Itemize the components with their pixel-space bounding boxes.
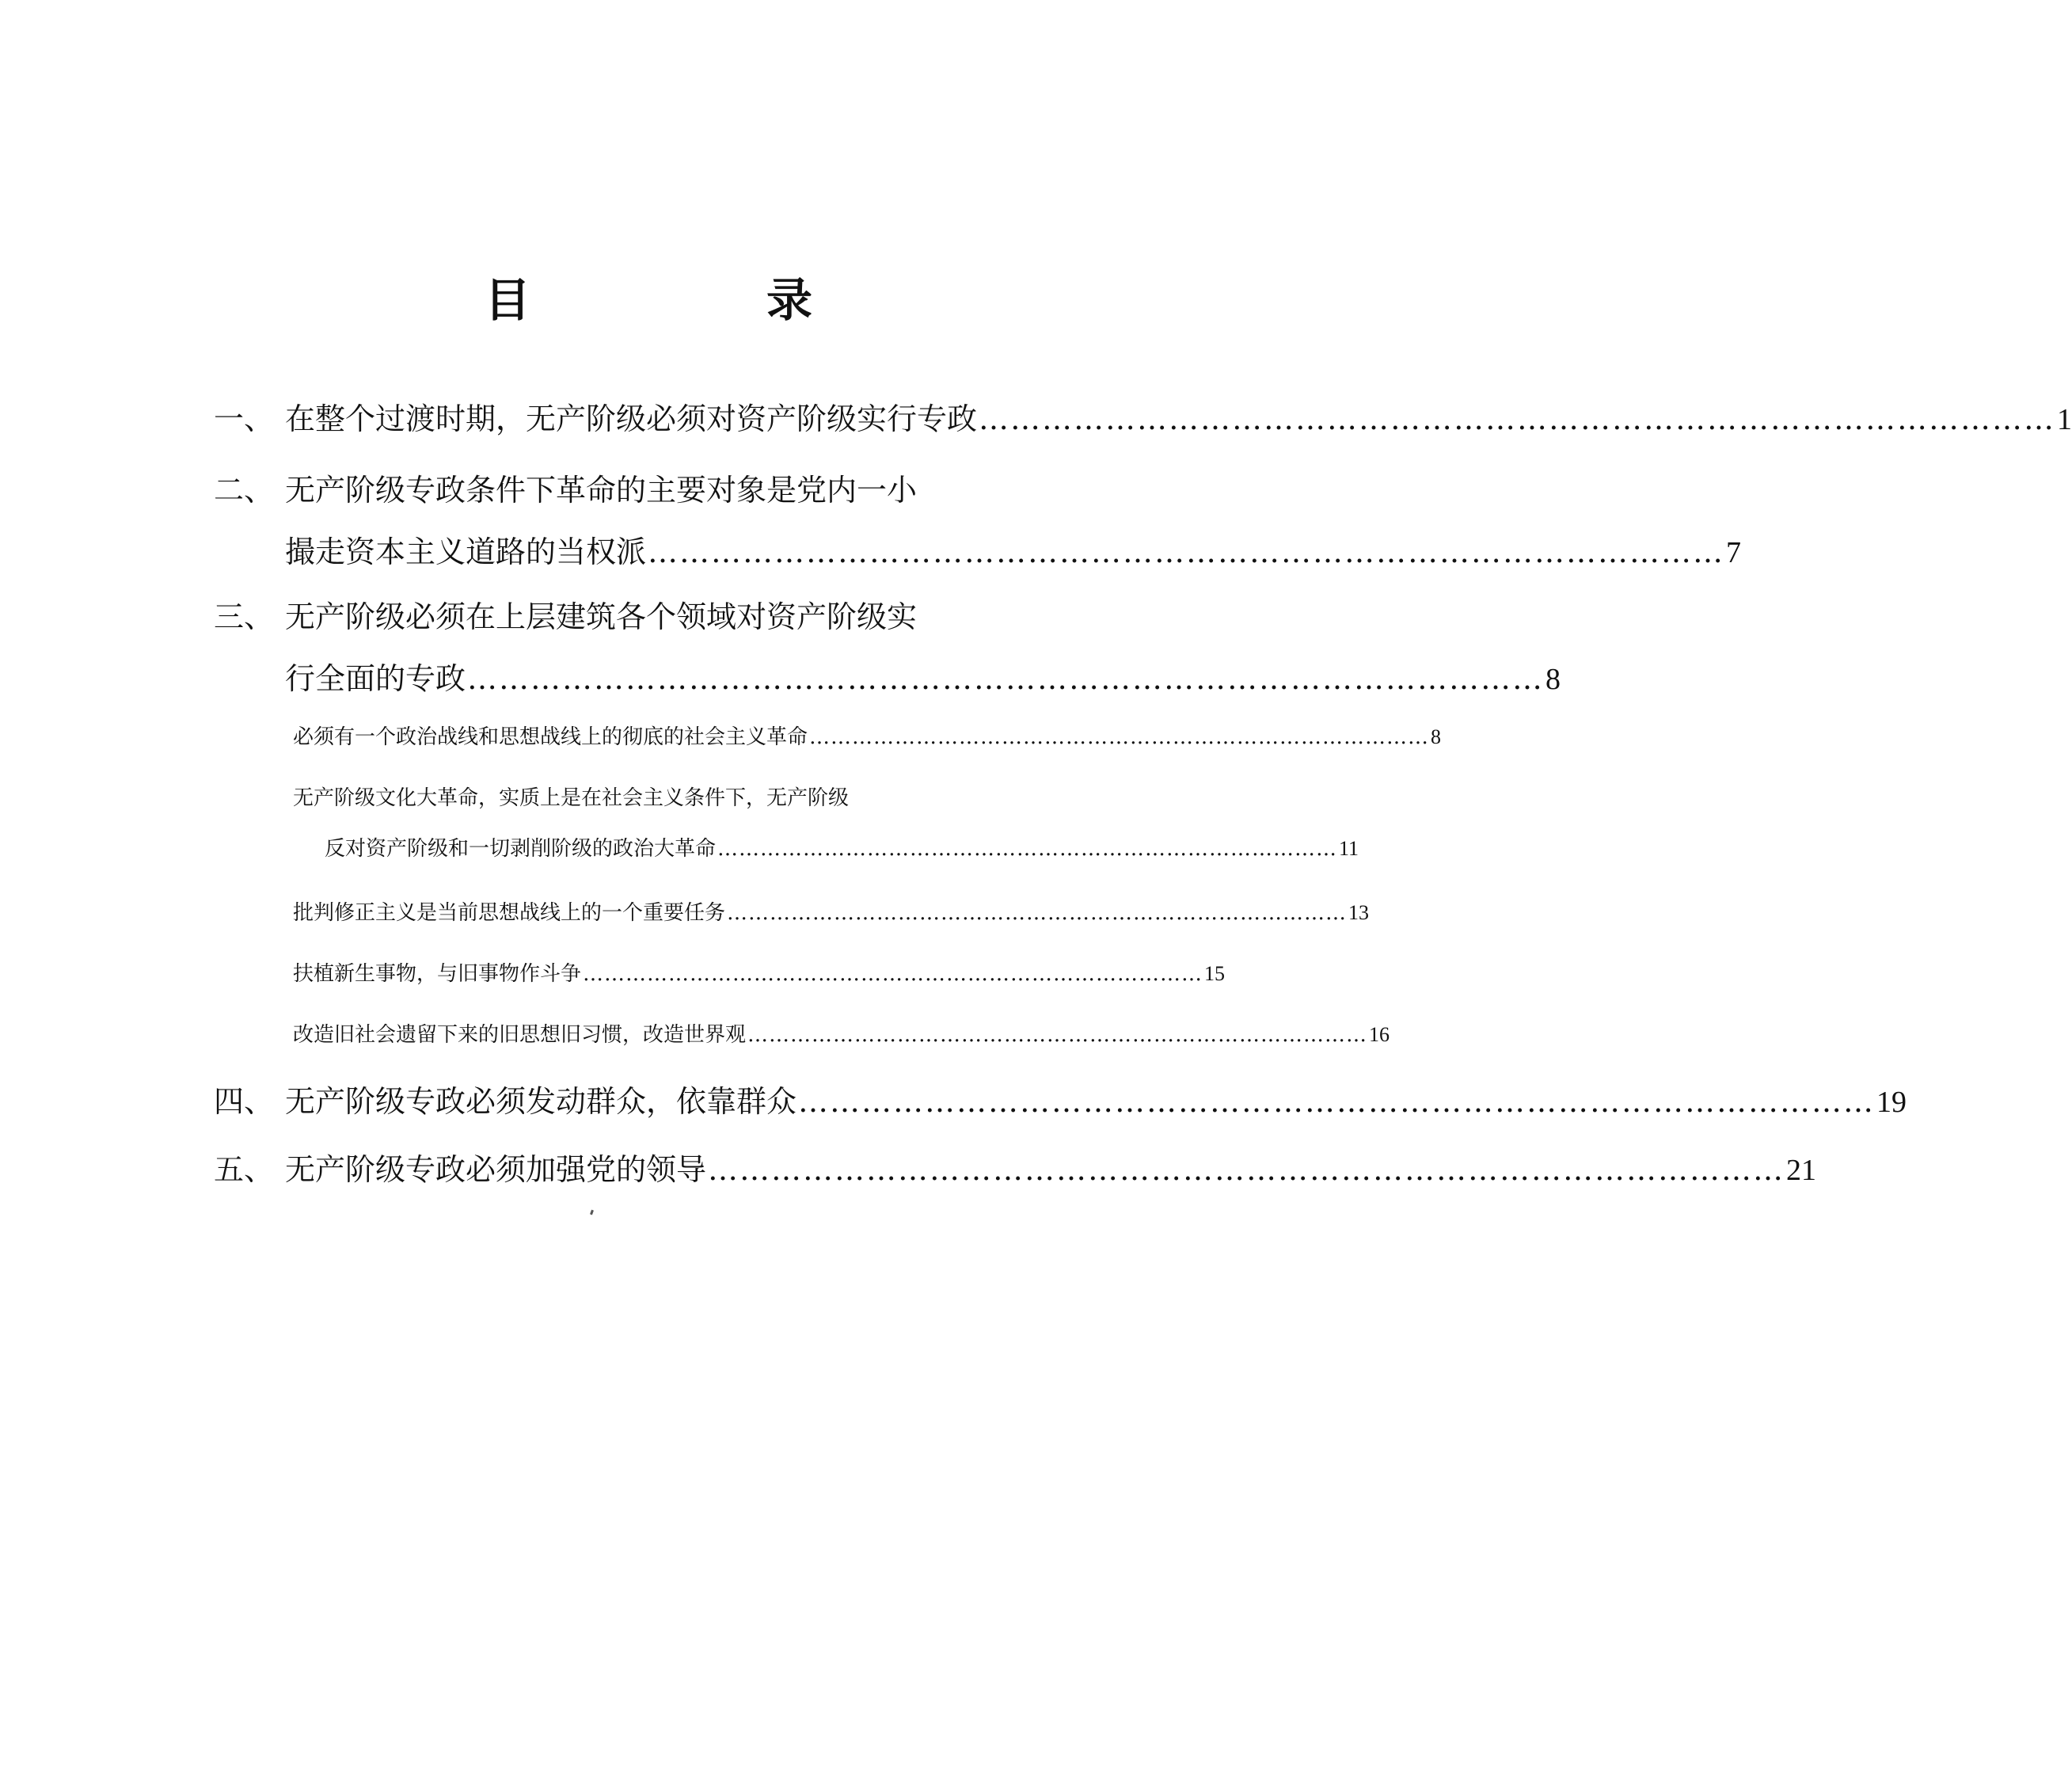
entry-title-continued: 行全面的专政 — [285, 661, 466, 696]
dot-leader: …………………………………………………………………………… — [747, 1023, 1368, 1047]
entry-number: 四、 — [214, 1084, 275, 1119]
subentry-title: 扶植新生事物，与旧事物作斗争 — [293, 962, 582, 986]
entry-page-number: 19 — [1876, 1086, 1907, 1119]
dot-leader: …………………………………………………………………………… — [809, 725, 1430, 749]
subentry-page-number: 15 — [1204, 962, 1226, 985]
entry-number: 二、 — [214, 473, 275, 508]
subentry-page-number: 11 — [1339, 837, 1359, 860]
entry-number: 五、 — [214, 1152, 275, 1187]
subentry-title: 改造旧社会遗留下来的旧思想旧习惯，改造世界观 — [293, 1023, 747, 1047]
entry-title: 在整个过渡时期，无产阶级必须对资产阶级实行专政 — [285, 401, 978, 436]
entry-title: 无产阶级必须在上层建筑各个领域对资产阶级实 — [285, 599, 918, 634]
toc-subentry-2[interactable] — [293, 786, 1359, 861]
toc-entry-5[interactable] — [214, 1152, 1817, 1187]
toc-entry-1[interactable] — [214, 401, 2072, 436]
scan-speck — [590, 1210, 594, 1215]
entry-title: 无产阶级专政必须加强党的领导 — [285, 1152, 707, 1187]
dot-leader: ………………………………………………………………………………………… — [708, 1152, 1785, 1187]
toc-subentry-1[interactable] — [293, 725, 1442, 749]
entry-title: 无产阶级专政条件下革命的主要对象是党内一小 — [285, 473, 918, 508]
entry-page-number: 7 — [1726, 536, 1742, 569]
dot-leader: …………………………………………………………………………… — [727, 901, 1348, 925]
toc-entry-3[interactable] — [214, 599, 1561, 696]
dot-leader: …………………………………………………………………………… — [583, 962, 1203, 986]
toc-subentry-3[interactable] — [293, 901, 1370, 925]
dot-leader: ………………………………………………………………………………………… — [648, 534, 1725, 569]
dot-leader: ………………………………………………………………………………………… — [798, 1084, 1876, 1119]
entry-page-number: 21 — [1786, 1154, 1817, 1187]
dot-leader: ………………………………………………………………………………………… — [467, 661, 1545, 696]
entry-page-number: 8 — [1545, 663, 1561, 696]
subentry-title: 必须有一个政治战线和思想战线上的彻底的社会主义革命 — [293, 725, 808, 749]
toc-subentry-4[interactable] — [293, 962, 1226, 986]
entry-page-number: 1 — [2057, 403, 2072, 436]
entry-title-continued: 撮走资本主义道路的当权派 — [285, 534, 647, 569]
toc-subentry-5[interactable] — [293, 1023, 1390, 1047]
subentry-page-number: 13 — [1348, 901, 1370, 924]
entry-title: 无产阶级专政必须发动群众，依靠群众 — [285, 1084, 797, 1119]
subentry-page-number: 8 — [1431, 725, 1442, 748]
entry-number: 三、 — [214, 599, 275, 634]
toc-entry-4[interactable] — [214, 1084, 1907, 1119]
subentry-title: 批判修正主义是当前思想战线上的一个重要任务 — [293, 901, 726, 925]
toc-entry-2[interactable] — [214, 473, 1742, 569]
dot-leader: …………………………………………………………………………… — [717, 837, 1338, 861]
subentry-title: 无产阶级文化大革命，实质上是在社会主义条件下，无产阶级 — [293, 786, 850, 810]
page-title: 目 录 — [484, 273, 907, 327]
subentry-page-number: 16 — [1369, 1023, 1390, 1046]
entry-number: 一、 — [214, 401, 275, 436]
dot-leader: ………………………………………………………………………………………… — [979, 401, 2056, 436]
subentry-title-continued: 反对资产阶级和一切剥削阶级的政治大革命 — [325, 837, 717, 861]
